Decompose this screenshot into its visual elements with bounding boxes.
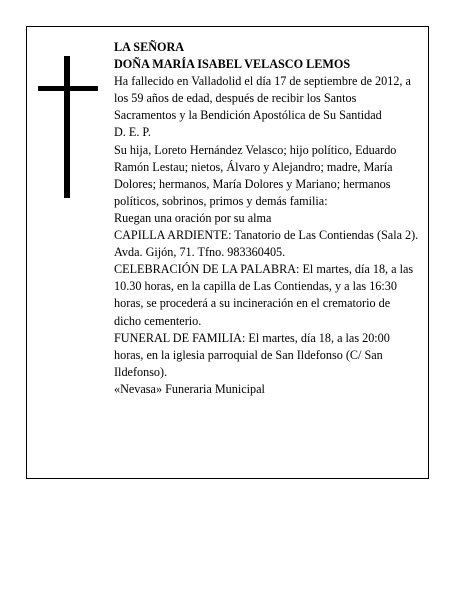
deceased-name: DOÑA MARÍA ISABEL VELASCO LEMOS xyxy=(114,57,351,72)
funeral-home: «Nevasa» Funeraria Municipal xyxy=(114,381,265,396)
family-members: Su hija, Loreto Hernández Velasco; hijo político, Eduardo Ramón Lestau; nietos, Álvaro y Alejandro; madre, María Dolores; hermanos, María Dolores y Mariano; hermanos políticos, sobrinos, primos y demás familia: xyxy=(114,142,397,208)
latin-cross-icon xyxy=(38,56,98,198)
funeral-info: FUNERAL DE FAMILIA: El martes, día 18, a las 20:00 horas, en la iglesia parroquial de San Ildefonso (C/ San Ildefonso). xyxy=(114,330,390,379)
cross-horizontal-bar xyxy=(38,86,98,91)
heading-title: LA SEÑORA xyxy=(114,40,185,54)
rest-in-peace: D. E. P. xyxy=(114,125,151,140)
death-announcement: Ha fallecido en Valladolid el día 17 de septiembre de 2012, a los 59 años de edad, después de recibir los Santos Sacramentos y la Bendición Apostólica de Su Santidad xyxy=(114,74,411,123)
prayer-request: Ruegan una oración por su alma xyxy=(114,210,272,225)
obituary-text xyxy=(114,39,420,398)
chapel-info: CAPILLA ARDIENTE: Tanatorio de Las Contiendas (Sala 2). Avda. Gijón, 71. Tfno. 983360405. xyxy=(114,228,419,260)
cross-vertical-bar xyxy=(64,56,70,198)
celebration-info: CELEBRACIÓN DE LA PALABRA: El martes, día 18, a las 10.30 horas, en la capilla de Las Contiendas, y a las 16:30 horas, se procederá a su incineración en el crematorio de dicho cementerio. xyxy=(114,262,414,328)
